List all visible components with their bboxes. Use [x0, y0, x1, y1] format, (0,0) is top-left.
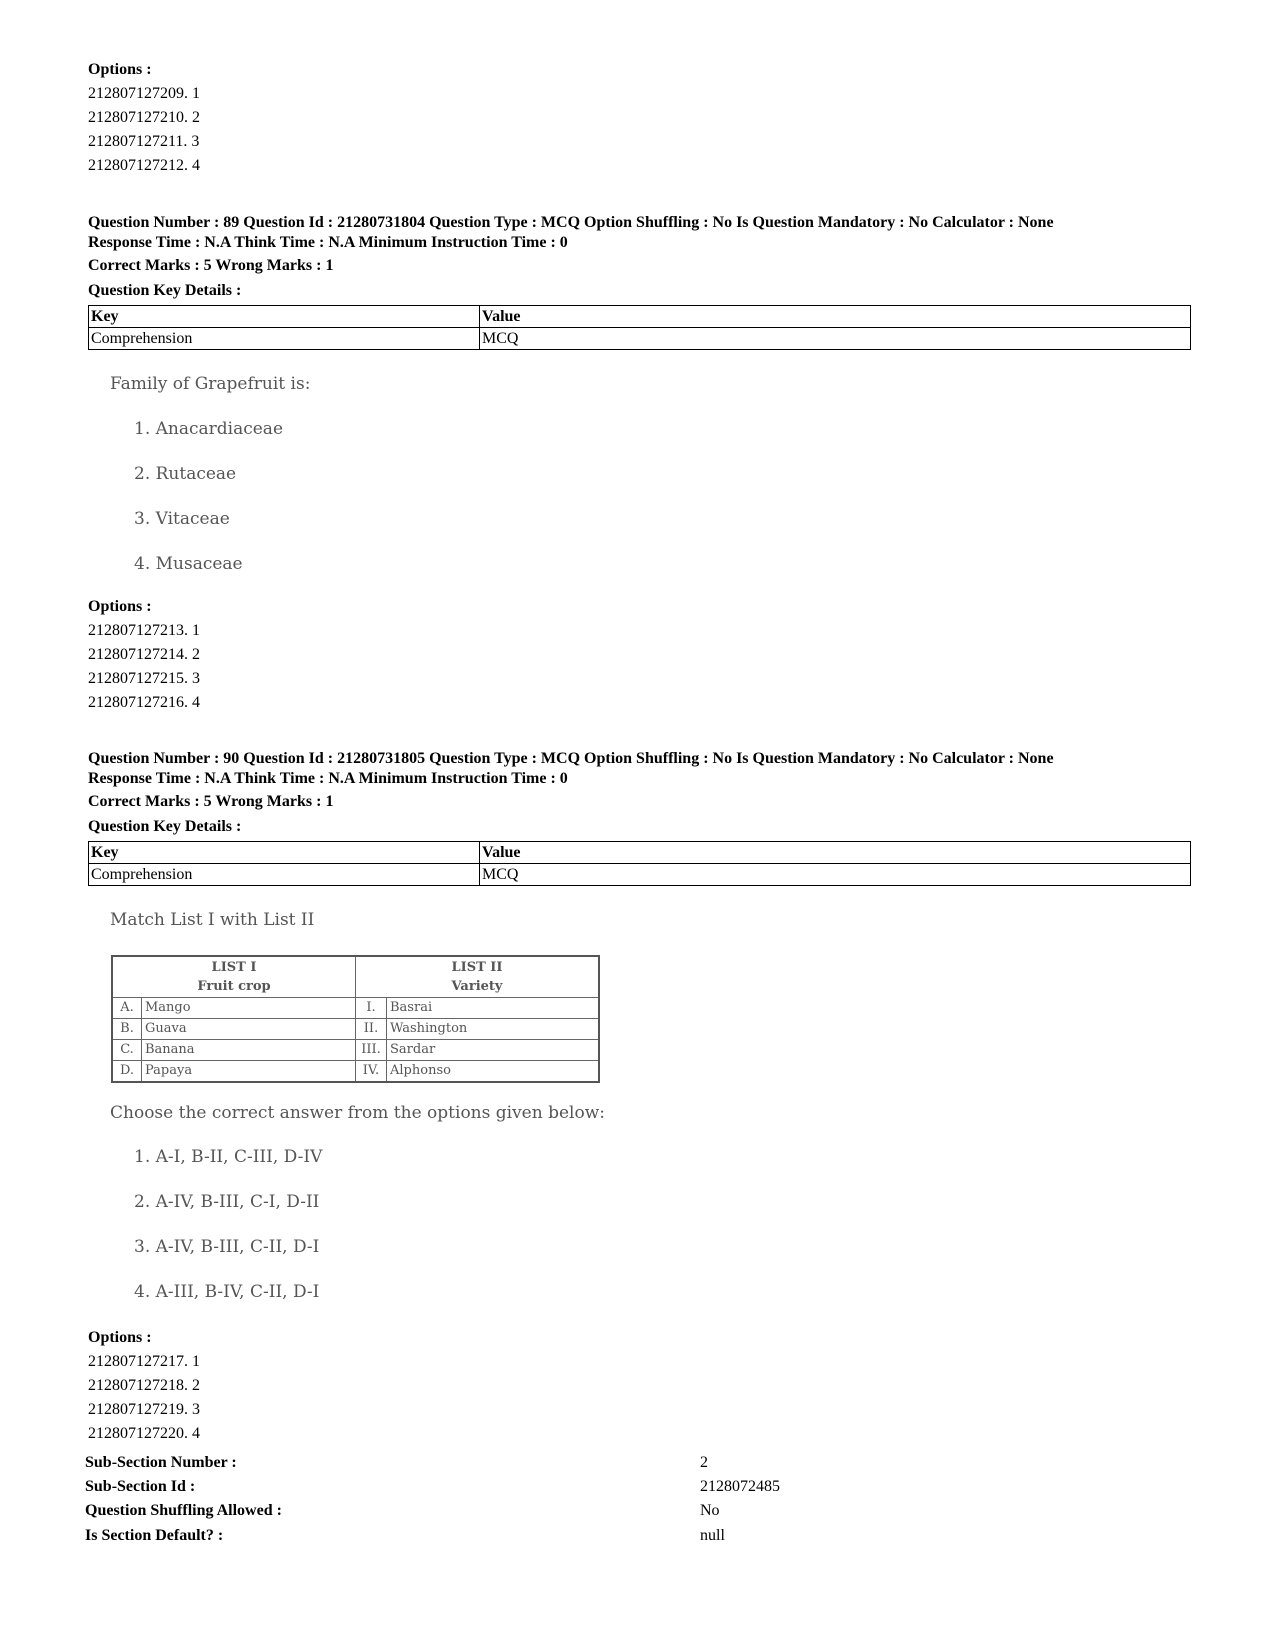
key-details-label: Question Key Details : — [88, 282, 242, 299]
question-shuffling-value: No — [700, 1502, 720, 1519]
table-row — [89, 328, 1191, 350]
list1-subtitle: Fruit crop — [197, 979, 271, 994]
choice-item: 3. A-IV, B-III, C-II, D-I — [134, 1237, 320, 1257]
list2-numeral: IV. — [356, 1061, 387, 1083]
table-cell-value: MCQ — [480, 328, 1191, 350]
table-cell-key: Comprehension — [89, 328, 480, 350]
list1-item: Guava — [142, 1019, 356, 1040]
list2-numeral: II. — [356, 1019, 387, 1040]
question-marks: Correct Marks : 5 Wrong Marks : 1 — [88, 793, 334, 810]
list2-item: Basrai — [387, 998, 600, 1019]
list2-header — [356, 956, 600, 998]
question-timing: Response Time : N.A Think Time : N.A Minimum Instruction Time : 0 — [88, 234, 568, 251]
option-item: 212807127210. 2 — [88, 109, 200, 126]
choice-item: 2. A-IV, B-III, C-I, D-II — [134, 1192, 320, 1212]
table-header-key: Key — [89, 842, 480, 864]
choice-item: 4. Musaceae — [134, 554, 243, 574]
key-details-label: Question Key Details : — [88, 818, 242, 835]
choice-item: 1. Anacardiaceae — [134, 419, 283, 439]
list1-header — [112, 956, 356, 998]
table-header-value: Value — [480, 306, 1191, 328]
question-header: Question Number : 90 Question Id : 21280731805 Question Type : MCQ Option Shuffling : No Is Question Mandatory : No Calculator : None — [88, 750, 1054, 767]
table-header-key: Key — [89, 306, 480, 328]
option-item: 212807127215. 3 — [88, 670, 200, 687]
instruction-text: Choose the correct answer from the options given below: — [110, 1103, 605, 1123]
question-header: Question Number : 89 Question Id : 21280731804 Question Type : MCQ Option Shuffling : No Is Question Mandatory : No Calculator : None — [88, 214, 1054, 231]
list1-letter: A. — [112, 998, 142, 1019]
list1-letter: C. — [112, 1040, 142, 1061]
sub-section-number-label: Sub-Section Number : — [85, 1454, 237, 1471]
options-label: Options : — [88, 1329, 152, 1346]
option-item: 212807127212. 4 — [88, 157, 200, 174]
option-item: 212807127209. 1 — [88, 85, 200, 102]
choice-item: 3. Vitaceae — [134, 509, 230, 529]
option-item: 212807127214. 2 — [88, 646, 200, 663]
list2-item: Washington — [387, 1019, 600, 1040]
list2-numeral: III. — [356, 1040, 387, 1061]
question-text: Family of Grapefruit is: — [110, 374, 311, 394]
question-marks: Correct Marks : 5 Wrong Marks : 1 — [88, 257, 334, 274]
option-item: 212807127220. 4 — [88, 1425, 200, 1442]
table-cell-key: Comprehension — [89, 864, 480, 886]
sub-section-id-label: Sub-Section Id : — [85, 1478, 196, 1495]
table-row — [89, 864, 1191, 886]
sub-section-id-value: 2128072485 — [700, 1478, 780, 1495]
match-list-table — [111, 955, 600, 1083]
choice-item: 4. A-III, B-IV, C-II, D-I — [134, 1282, 320, 1302]
section-default-value: null — [700, 1527, 725, 1544]
option-item: 212807127211. 3 — [88, 133, 200, 150]
list1-item: Mango — [142, 998, 356, 1019]
sub-section-number-value: 2 — [700, 1454, 708, 1471]
list1-letter: D. — [112, 1061, 142, 1083]
section-default-label: Is Section Default? : — [85, 1527, 224, 1544]
list1-item: Papaya — [142, 1061, 356, 1083]
option-item: 212807127213. 1 — [88, 622, 200, 639]
table-cell-value: MCQ — [480, 864, 1191, 886]
list2-item: Sardar — [387, 1040, 600, 1061]
table-row — [112, 1040, 599, 1061]
table-header-row — [89, 842, 1191, 864]
option-item: 212807127217. 1 — [88, 1353, 200, 1370]
table-row — [112, 1019, 599, 1040]
options-label: Options : — [88, 61, 152, 78]
question-text: Match List I with List II — [110, 910, 315, 930]
list2-numeral: I. — [356, 998, 387, 1019]
list2-title: LIST II — [451, 960, 503, 975]
list1-title: LIST I — [211, 960, 257, 975]
list2-subtitle: Variety — [451, 979, 503, 994]
question-timing: Response Time : N.A Think Time : N.A Minimum Instruction Time : 0 — [88, 770, 568, 787]
table-row — [112, 998, 599, 1019]
question-shuffling-label: Question Shuffling Allowed : — [85, 1502, 282, 1519]
choice-item: 2. Rutaceae — [134, 464, 237, 484]
list-header-row — [112, 956, 599, 998]
key-details-table — [88, 305, 1191, 350]
list2-item: Alphonso — [387, 1061, 600, 1083]
table-row — [112, 1061, 599, 1083]
option-item: 212807127216. 4 — [88, 694, 200, 711]
key-details-table — [88, 841, 1191, 886]
option-item: 212807127218. 2 — [88, 1377, 200, 1394]
option-item: 212807127219. 3 — [88, 1401, 200, 1418]
list1-item: Banana — [142, 1040, 356, 1061]
table-header-row — [89, 306, 1191, 328]
choice-item: 1. A-I, B-II, C-III, D-IV — [134, 1147, 323, 1167]
options-label: Options : — [88, 598, 152, 615]
table-header-value: Value — [480, 842, 1191, 864]
list1-letter: B. — [112, 1019, 142, 1040]
